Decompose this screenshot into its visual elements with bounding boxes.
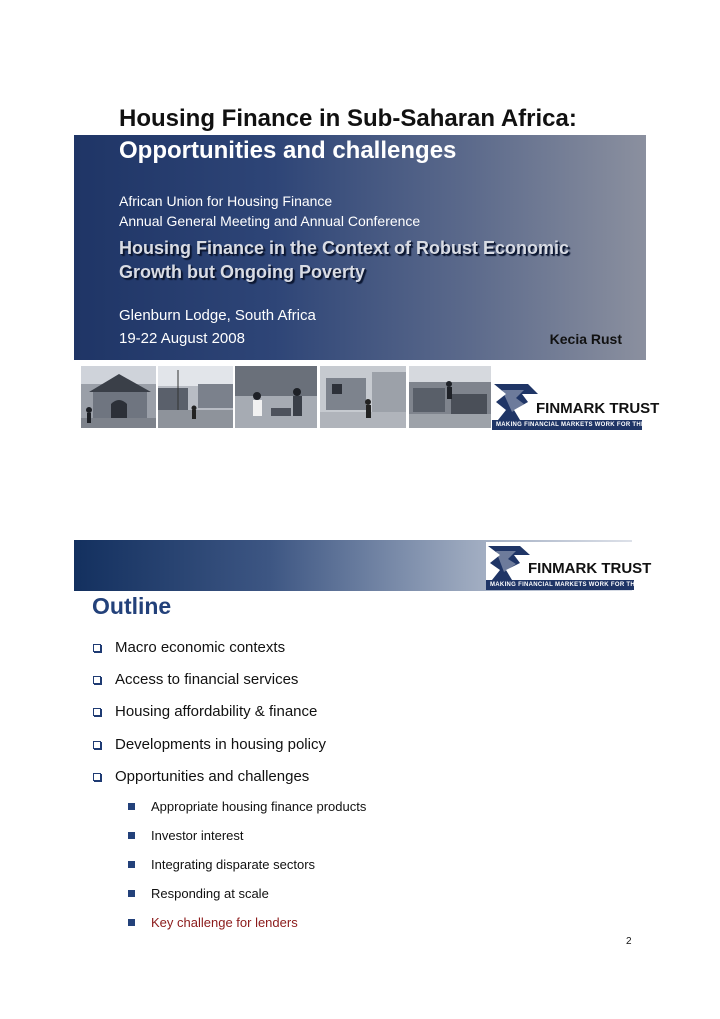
finmark-logo: [492, 380, 667, 430]
svg-text:FINMARK TRUST: FINMARK TRUST: [536, 400, 660, 417]
photo-builders: [235, 366, 317, 428]
conference-theme: [119, 236, 619, 284]
checkbox-bullet-icon: [93, 773, 101, 781]
slide1-title: Housing Finance in Sub-Saharan Africa:: [119, 105, 577, 132]
venue: Glenburn Lodge, South Africa: [119, 307, 316, 324]
logo-tagline-small: MAKING FINANCIAL MARKETS WORK FOR THE POOR: [490, 582, 661, 588]
square-bullet-icon: [128, 803, 135, 810]
outline-heading: Outline: [92, 593, 172, 619]
checkbox-bullet-icon: [93, 741, 101, 749]
photo-house: [81, 366, 156, 428]
slide1-subtitle: Opportunities and challenges: [119, 137, 457, 164]
square-bullet-icon: [128, 890, 135, 897]
checkbox-bullet-icon: [93, 644, 101, 652]
photo-construction: [320, 366, 406, 428]
theme-line-1: Housing Finance in the Context of Robust Economic: [119, 238, 570, 258]
meeting-name: Annual General Meeting and Annual Conference: [119, 213, 421, 229]
photo-bricks: [409, 366, 491, 428]
organization-name: African Union for Housing Finance: [119, 193, 333, 209]
square-bullet-icon: [128, 832, 135, 839]
theme-line-2: Growth but Ongoing Poverty: [119, 262, 365, 282]
square-bullet-icon: [128, 861, 135, 868]
checkbox-bullet-icon: [93, 708, 101, 716]
slide1-banner: [74, 135, 646, 360]
event-dates: 19-22 August 2008: [119, 330, 245, 347]
checkbox-bullet-icon: [93, 676, 101, 684]
svg-text:FINMARK TRUST: FINMARK TRUST: [528, 560, 652, 577]
square-bullet-icon: [128, 919, 135, 926]
author-name: Kecia Rust: [549, 331, 622, 347]
photo-street: [158, 366, 233, 428]
logo-tagline: MAKING FINANCIAL MARKETS WORK FOR THE POOR: [496, 422, 667, 428]
finmark-logo-small: [486, 542, 661, 590]
page-number: 2: [626, 936, 632, 947]
